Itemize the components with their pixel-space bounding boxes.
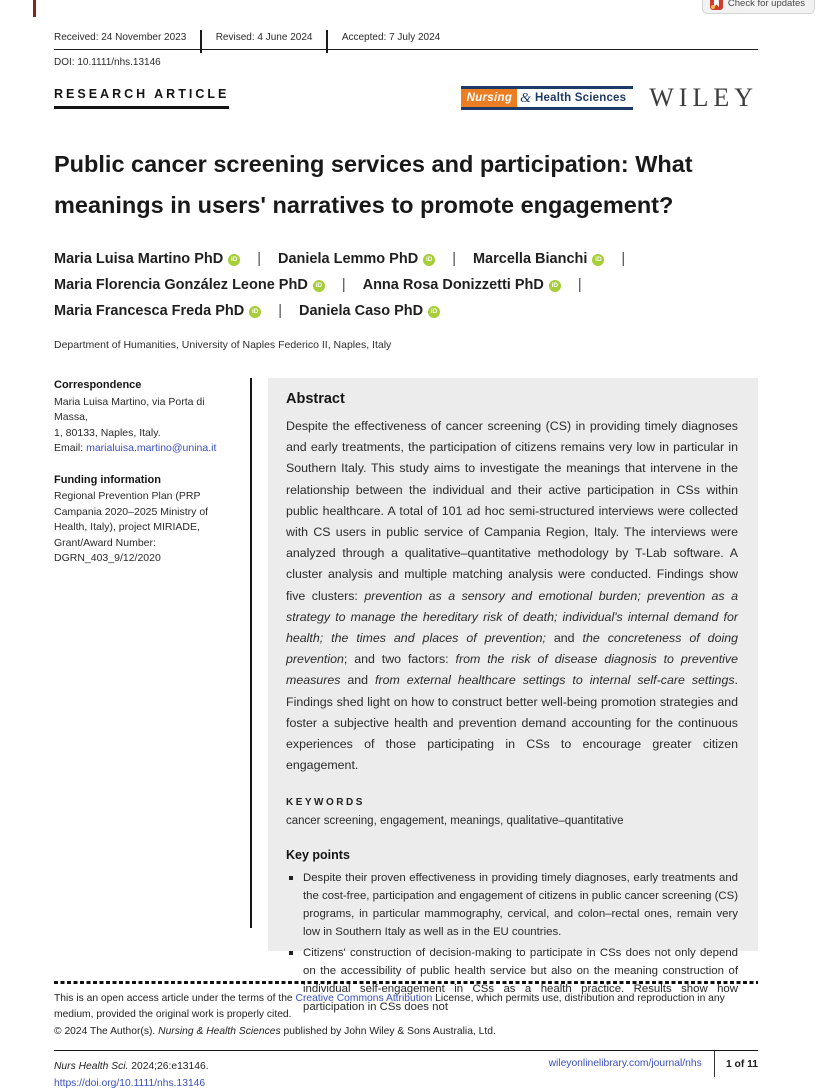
page-number: 1 of 11 [725, 1058, 758, 1070]
funding-heading: Funding information [54, 473, 161, 486]
keywords-heading: KEYWORDS [286, 797, 365, 809]
journal-url-link[interactable]: wileyonlinelibrary.com/journal/nhs [548, 1057, 702, 1069]
copyright-text [54, 1026, 758, 1037]
author-line-2 [54, 272, 758, 298]
copyright-post: published by John Wiley & Sons Australia, Ltd. [280, 1025, 496, 1037]
author [54, 277, 325, 293]
orcid-icon[interactable] [228, 254, 240, 266]
email-link[interactable]: marialuisa.martino@unina.it [86, 442, 217, 454]
author-name: Anna Rosa Donizzetti PhD [362, 277, 544, 293]
correspondence-line: Maria Luisa Martino, via Porta di Massa, [54, 395, 205, 423]
abstract-segment: . Findings shed light on how to construct better well-being promotion strategies and foster a subjective health and prevention demand accounting for the continuous experiences of those participating in CSs to encourage greater citizen engagement. [286, 673, 738, 773]
correspondence-email-line [54, 441, 236, 457]
doi-line: DOI: 10.1111/nhs.13146 [54, 57, 161, 68]
journal-logo-nursing: Nursing [461, 89, 518, 107]
orcid-icon[interactable] [549, 280, 561, 292]
author [299, 303, 440, 319]
author-name: Maria Francesca Freda PhD [54, 303, 245, 319]
orcid-icon[interactable] [423, 254, 435, 266]
abstract-segment: Despite the effectiveness of cancer screening (CS) in providing timely diagnoses and early treatments, the participation of citizens remains very low in particular in Southern Italy. This study aims to investigate the meanings that intervene in the relationship between the individual and their active participation in CSs within public healthcare. A total of 101 ad hoc semi-structured interviews were collected with CS users in public service of Campania Region, Italy. The interviews were analyzed through a qualitative–quantitative methodology by T-Lab software. A cluster analysis and multiple matching analysis were conducted. Findings show five clusters: [286, 419, 738, 603]
divider [200, 30, 201, 53]
orcid-icon[interactable] [428, 306, 440, 318]
abstract-segment: and [340, 673, 376, 688]
license-pre: This is an open access article under the terms of the [54, 992, 296, 1004]
key-point-item: Despite their proven effectiveness in providing timely diagnoses, early treatments and the cost-free, participation and engagement of citizens in public cancer screening (CS) programs, in particular mammography, cervical, and colon–rectal ones, remain very low in Southern Italy as well as in the EU countries. [286, 869, 738, 941]
funding-block [54, 473, 236, 567]
author-separator [452, 246, 456, 272]
journal-logo [461, 86, 634, 110]
copyright-pre: © 2024 The Author(s). [54, 1025, 159, 1037]
author-name: Maria Florencia González Leone PhD [54, 277, 308, 293]
article-type-label: RESEARCH ARTICLE [54, 87, 229, 109]
author [278, 251, 435, 267]
revised-date: Revised: 4 June 2024 [215, 32, 313, 43]
author-name: Marcella Bianchi [472, 251, 588, 267]
accepted-date: Accepted: 7 July 2024 [341, 32, 441, 43]
license-post: License, which permits use, distribution and reproduction in any medium, provided the original work is properly cited. [54, 992, 725, 1020]
divider [326, 30, 327, 53]
author-separator [621, 246, 625, 272]
page-divider [714, 1051, 715, 1077]
author [54, 303, 261, 319]
check-for-updates-button[interactable] [702, 0, 815, 14]
key-points-heading: Key points [286, 848, 350, 863]
creative-commons-link[interactable]: Creative Commons Attribution [295, 992, 433, 1004]
bottom-bar [54, 1050, 758, 1092]
author [54, 251, 240, 267]
sidebar-column [54, 378, 250, 951]
orcid-icon[interactable] [592, 254, 604, 266]
journal-logo-health-sciences: Health Sciences [535, 92, 627, 104]
abstract-segment-italic: prevention as a sensory and emotional burden; prevention as a strategy to manage the hereditary risk of death; individual's internal demand for health; the times and places of prevention; [286, 588, 738, 646]
author [473, 251, 604, 267]
email-label: Email: [54, 442, 87, 454]
abstract-heading: Abstract [286, 391, 345, 407]
citation-rest: 2024;26:e13146. [128, 1060, 209, 1072]
doi-link[interactable]: https://doi.org/10.1111/nhs.13146 [54, 1077, 206, 1089]
author-list [54, 246, 758, 324]
correspondence-heading: Correspondence [54, 379, 142, 391]
journal-logo-ampersand: & [520, 91, 532, 106]
author-name: Maria Luisa Martino PhD [54, 251, 224, 267]
abstract-segment-italic: from external healthcare settings to internal self-care settings [375, 673, 735, 688]
masthead-row [54, 83, 758, 113]
keywords-block [286, 797, 738, 827]
author-separator [278, 298, 282, 324]
citation-block [54, 1058, 209, 1092]
citation-journal: Nurs Health Sci. [54, 1060, 129, 1072]
wiley-logo: WILEY [649, 83, 758, 112]
check-for-updates-label: Check for updates [727, 0, 805, 9]
abstract-text [286, 416, 738, 776]
crossmark-icon [710, 0, 723, 10]
author-name: Daniela Lemmo PhD [277, 251, 419, 267]
orcid-icon[interactable] [249, 306, 261, 318]
author-separator [342, 272, 346, 298]
key-points-list [286, 869, 738, 1016]
column-rule [250, 378, 252, 928]
abstract-segment: ; and two factors: [343, 652, 456, 667]
key-point-item: Citizens' construction of decision-making to participate in CSs does not only depend on the accessibility of public health service but also on the meaning construction of individual self-engagement in CSs as a health practice. Results show how participation in CSs does not [286, 944, 738, 1016]
author-separator [578, 272, 582, 298]
bottom-right [549, 1058, 758, 1077]
logos [461, 83, 758, 113]
affiliation: Department of Humanities, University of Naples Federico II, Naples, Italy [54, 339, 392, 351]
author-line-3 [54, 298, 758, 324]
citation-line [54, 1058, 209, 1075]
funding-text: Regional Prevention Plan (PRP Campania 2020–2025 Ministry of Health, Italy), project MIRIADE, Grant/Award Number: DGRN_403_9/12/2020 [54, 490, 209, 564]
dates-row [54, 30, 758, 50]
abstract-segment-italic: from the risk of disease diagnosis to preventive measures [286, 652, 738, 688]
orcid-icon[interactable] [313, 280, 325, 292]
correspondence-block [54, 378, 236, 457]
keywords-text: cancer screening, engagement, meanings, qualitative–quantitative [286, 815, 624, 828]
correspondence-line: 1, 80133, Naples, Italy. [54, 426, 161, 439]
author-separator [257, 246, 261, 272]
received-date: Received: 24 November 2023 [54, 32, 187, 43]
abstract-segment: and [545, 631, 583, 646]
author-line-1 [54, 246, 758, 272]
author-name: Daniela Caso PhD [298, 303, 424, 319]
key-points-block [286, 848, 738, 1016]
author [363, 277, 561, 293]
abstract-segment-italic: the concreteness of doing prevention [286, 631, 739, 667]
article-title: Public cancer screening services and participation: What meanings in users' narratives to promote engagement? [54, 151, 693, 218]
copyright-journal: Nursing & Health Sciences [158, 1025, 281, 1037]
